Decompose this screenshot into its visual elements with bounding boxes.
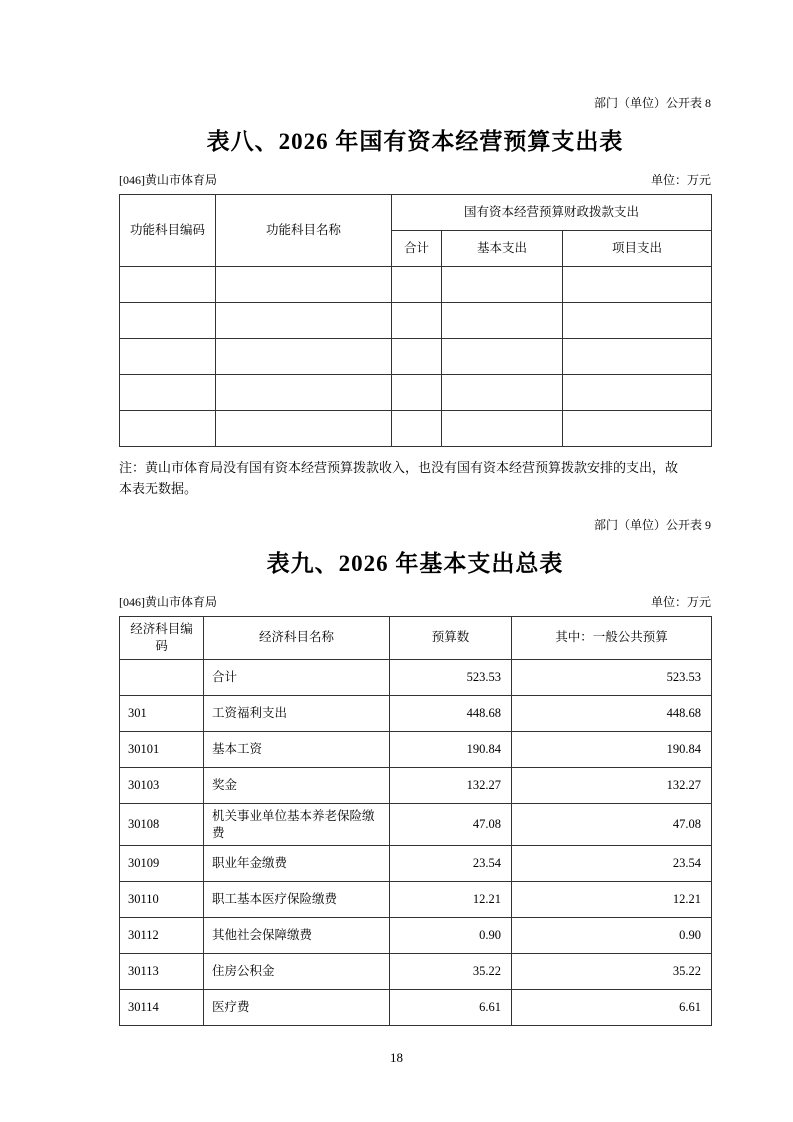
table9-basic-expenditure-summary-table (119, 616, 712, 1027)
cell-economic-code: 30108 (120, 803, 204, 846)
cell-economic-code: 30114 (120, 990, 204, 1026)
table9-header-row (120, 616, 712, 659)
table9-meta-row (119, 595, 711, 610)
table8-header-row-1 (120, 195, 712, 231)
table9-header (120, 616, 712, 659)
table8-title: 表八、2026 年国有资本经营预算支出表 (206, 129, 624, 154)
cell-budget-amount: 47.08 (390, 803, 512, 846)
cell-budget-amount: 132.27 (390, 767, 512, 803)
table8-empty-cell (216, 375, 392, 411)
table9-title: 表九、2026 年基本支出总表 (266, 550, 564, 576)
cell-general-public-amount: 0.90 (512, 918, 712, 954)
table8-empty-cell (120, 267, 216, 303)
table8-org-label: [046]黄山市体育局 (119, 173, 217, 187)
cell-economic-name: 工资福利支出 (204, 695, 390, 731)
table8-col-basic-expenditure: 基本支出 (442, 231, 563, 267)
table8-empty-cell (216, 267, 392, 303)
cell-economic-code: 30103 (120, 767, 204, 803)
table8-empty-cell (563, 267, 712, 303)
cell-economic-code (120, 659, 204, 695)
cell-economic-name: 机关事业单位基本养老保险缴费 (204, 803, 390, 846)
table9-col-economic-code: 经济科目编码 (120, 616, 204, 659)
cell-economic-name: 奖金 (204, 767, 390, 803)
table8-empty-cell (442, 267, 563, 303)
cell-economic-code: 30110 (120, 882, 204, 918)
table8-empty-cell (120, 339, 216, 375)
cell-economic-name: 合计 (204, 659, 390, 695)
table-row (120, 659, 712, 695)
table-row (120, 803, 712, 846)
table8-empty-cell (563, 303, 712, 339)
table8-header (120, 195, 712, 267)
cell-general-public-amount: 23.54 (512, 846, 712, 882)
cell-economic-code: 30101 (120, 731, 204, 767)
table8-empty-cell (392, 411, 442, 447)
page-content (119, 96, 711, 1026)
table8-empty-cell (120, 303, 216, 339)
table8-empty-cell (392, 303, 442, 339)
table8-empty-cell (216, 303, 392, 339)
table8-empty-cell (392, 267, 442, 303)
table8-empty-cell (442, 375, 563, 411)
table8-empty-cell (442, 303, 563, 339)
table8-empty-cell (392, 339, 442, 375)
page-number: 18 (390, 1050, 403, 1066)
cell-budget-amount: 448.68 (390, 695, 512, 731)
cell-general-public-amount: 12.21 (512, 882, 712, 918)
cell-economic-name: 基本工资 (204, 731, 390, 767)
table9-unit-label: 单位：万元 (650, 594, 711, 609)
table8-unit-label: 单位：万元 (650, 173, 711, 187)
table-row (120, 882, 712, 918)
cell-budget-amount: 35.22 (390, 954, 512, 990)
table9-body (120, 659, 712, 1026)
table8-empty-cell (120, 375, 216, 411)
cell-general-public-amount: 35.22 (512, 954, 712, 990)
cell-budget-amount: 12.21 (390, 882, 512, 918)
table8-col-total: 合计 (392, 231, 442, 267)
table8-empty-cell (120, 411, 216, 447)
table9-public-label: 部门（单位）公开表 9 (593, 517, 711, 532)
table8-public-label: 部门（单位）公开表 8 (593, 96, 711, 110)
cell-general-public-amount: 47.08 (512, 803, 712, 846)
cell-economic-name: 其他社会保障缴费 (204, 918, 390, 954)
cell-economic-code: 30112 (120, 918, 204, 954)
table-row (120, 846, 712, 882)
table8-empty-cell (563, 375, 712, 411)
table8-empty-row (120, 411, 712, 447)
table8-col-project-expenditure: 项目支出 (563, 231, 712, 267)
table-row (120, 767, 712, 803)
table9-col-economic-name: 经济科目名称 (204, 616, 390, 659)
cell-general-public-amount: 190.84 (512, 731, 712, 767)
cell-budget-amount: 523.53 (390, 659, 512, 695)
cell-economic-code: 30109 (120, 846, 204, 882)
cell-economic-code: 301 (120, 695, 204, 731)
cell-budget-amount: 6.61 (390, 990, 512, 1026)
table8-empty-cell (563, 411, 712, 447)
cell-general-public-amount: 523.53 (512, 659, 712, 695)
cell-economic-name: 职工基本医疗保险缴费 (204, 882, 390, 918)
table8-col-function-name: 功能科目名称 (216, 195, 392, 267)
cell-economic-name: 医疗费 (204, 990, 390, 1026)
cell-budget-amount: 190.84 (390, 731, 512, 767)
table8-col-function-code: 功能科目编码 (120, 195, 216, 267)
table8-empty-cell (442, 339, 563, 375)
table9-org-label: [046]黄山市体育局 (119, 594, 217, 609)
table8-empty-row (120, 339, 712, 375)
table-row (120, 954, 712, 990)
table8-note: 注：黄山市体育局没有国有资本经营预算拨款收入，也没有国有资本经营预算拨款安排的支出，故本表无数据。 (119, 460, 679, 497)
cell-economic-name: 住房公积金 (204, 954, 390, 990)
table-row (120, 731, 712, 767)
table8-meta-row (119, 173, 711, 188)
table8-empty-row (120, 267, 712, 303)
table8-empty-cell (216, 411, 392, 447)
cell-general-public-amount: 6.61 (512, 990, 712, 1026)
cell-economic-name: 职业年金缴费 (204, 846, 390, 882)
table-row (120, 695, 712, 731)
table-row (120, 918, 712, 954)
table8-state-capital-budget-table (119, 194, 712, 447)
table8-empty-row (120, 375, 712, 411)
table8-empty-cell (442, 411, 563, 447)
table8-col-group-fiscal-appropriation: 国有资本经营预算财政拨款支出 (392, 195, 712, 231)
table9-col-general-public-budget: 其中：一般公共预算 (512, 616, 712, 659)
cell-economic-code: 30113 (120, 954, 204, 990)
table-row (120, 990, 712, 1026)
cell-general-public-amount: 132.27 (512, 767, 712, 803)
table8-empty-cell (216, 339, 392, 375)
cell-budget-amount: 23.54 (390, 846, 512, 882)
table8-body (120, 267, 712, 447)
table9-col-budget: 预算数 (390, 616, 512, 659)
cell-budget-amount: 0.90 (390, 918, 512, 954)
cell-general-public-amount: 448.68 (512, 695, 712, 731)
table8-empty-row (120, 303, 712, 339)
table8-empty-cell (392, 375, 442, 411)
table8-empty-cell (563, 339, 712, 375)
